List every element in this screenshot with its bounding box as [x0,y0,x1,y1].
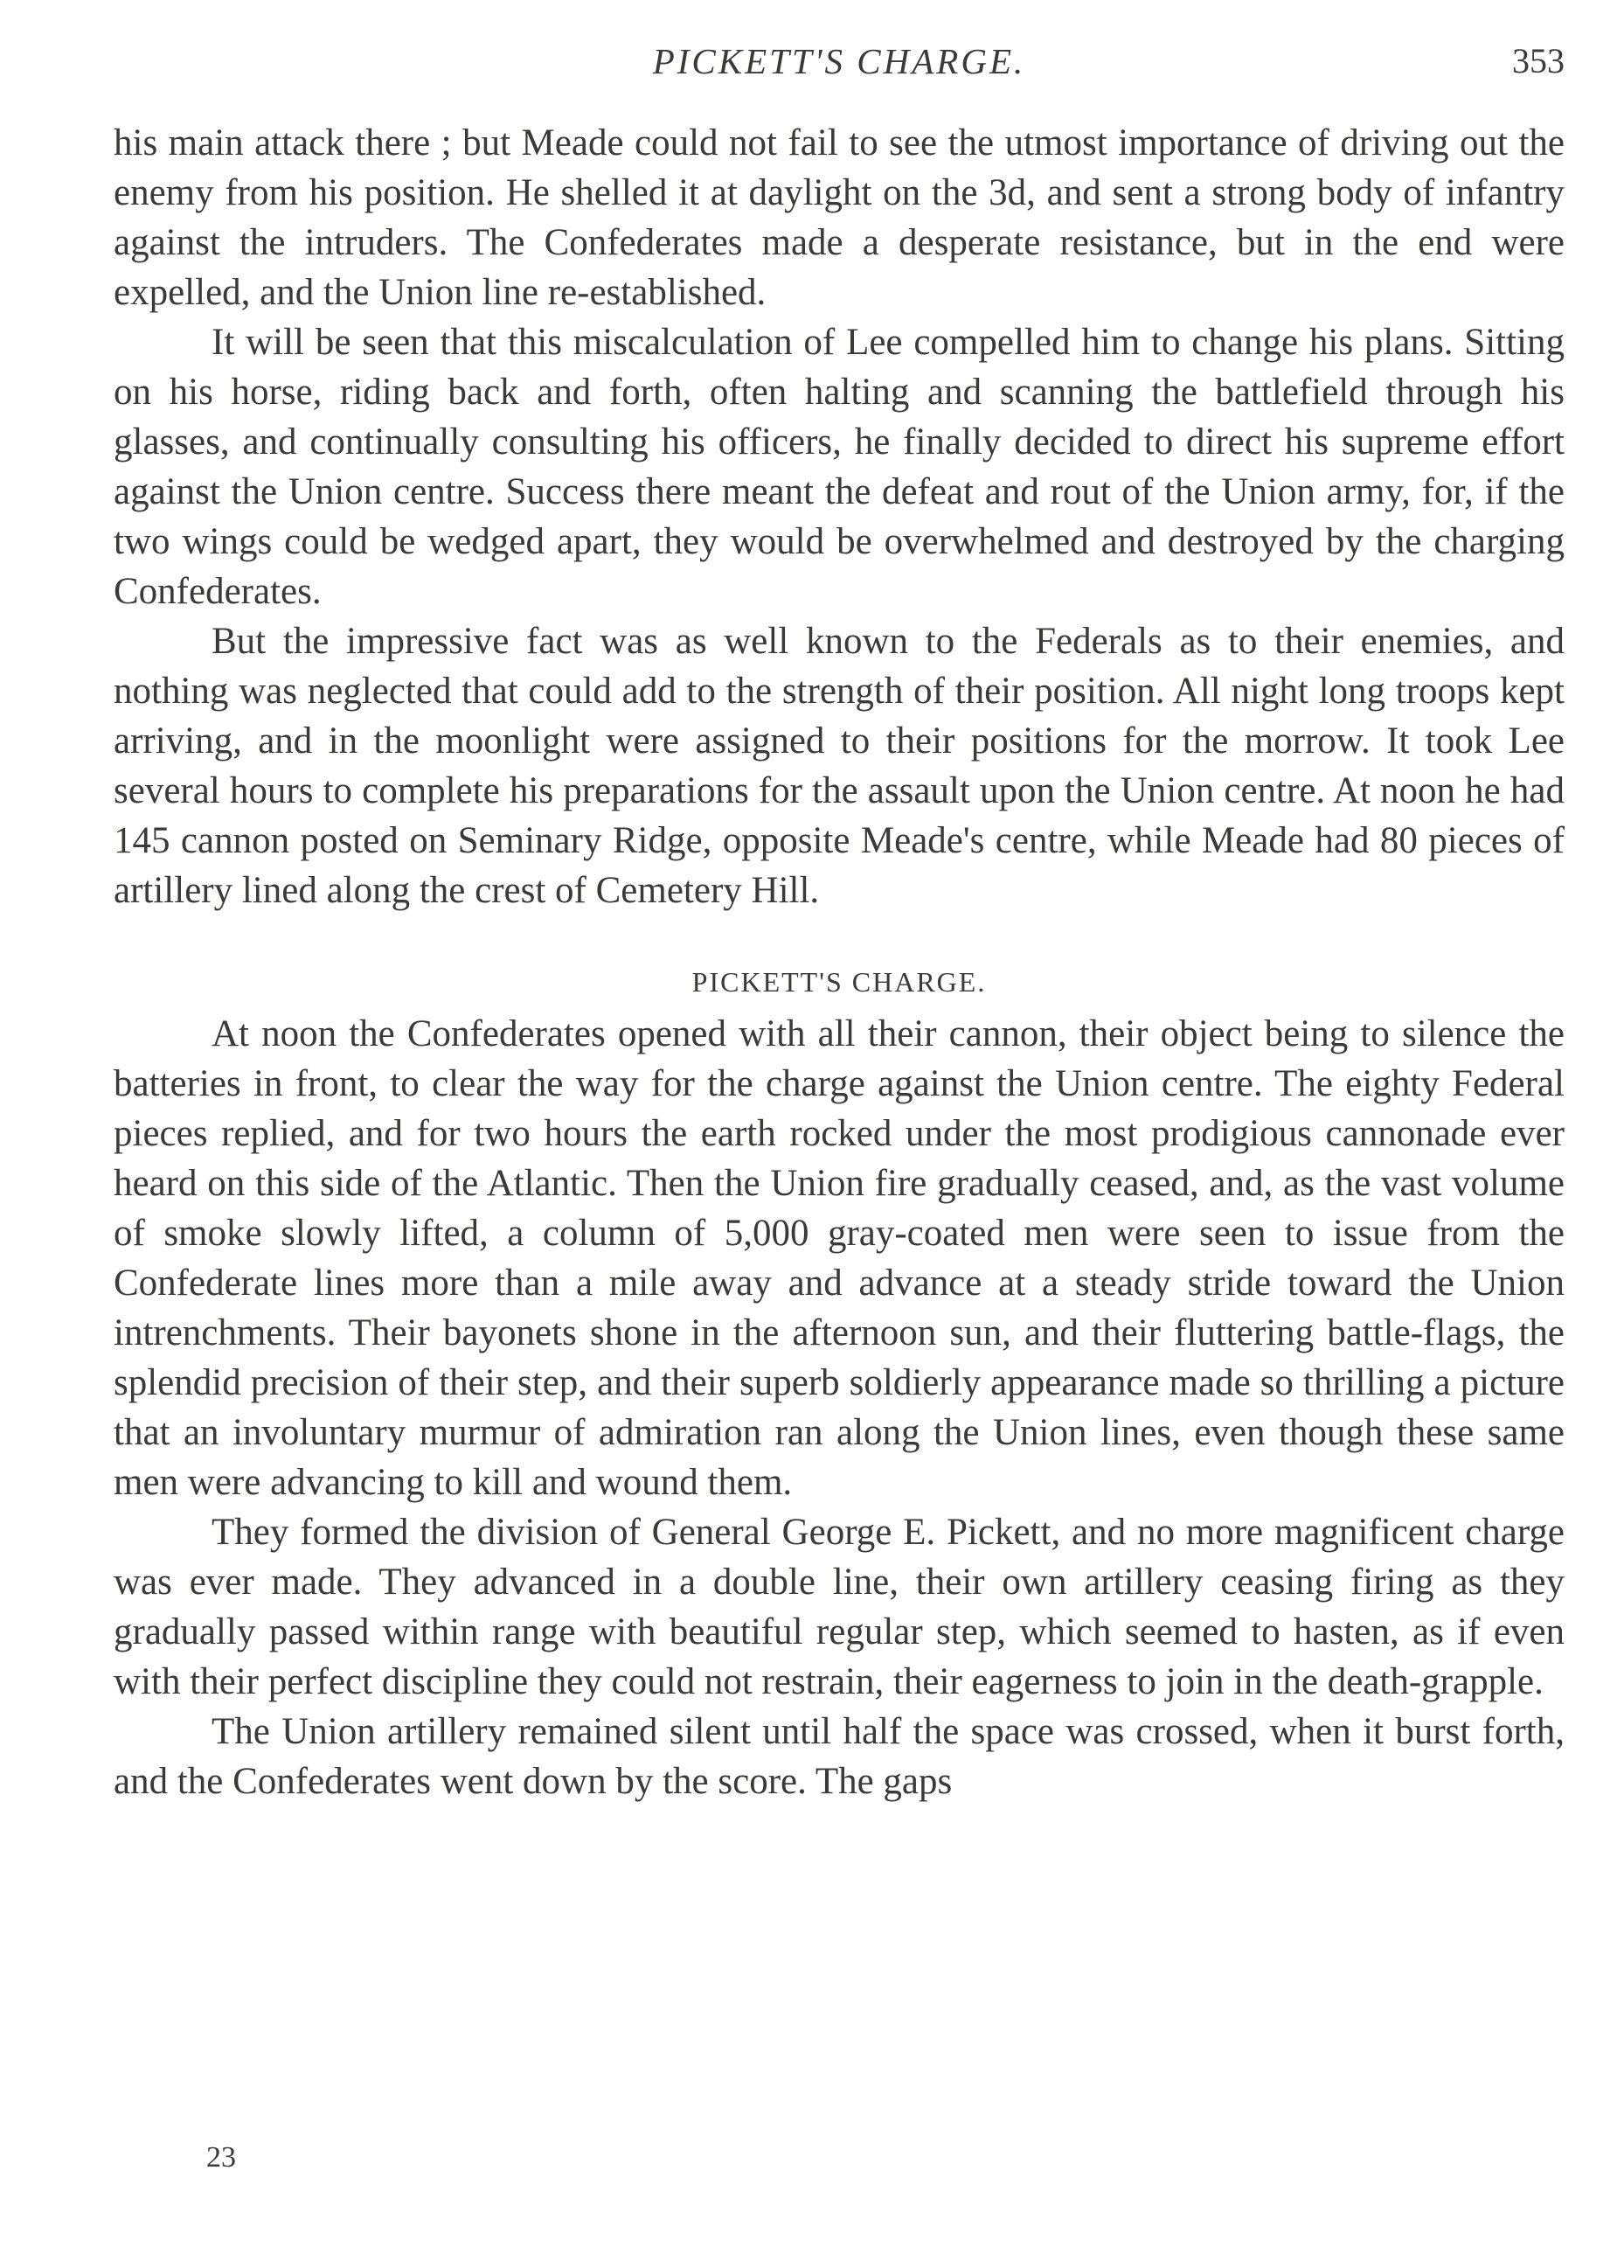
paragraph-continues: The Union artillery remained silent until half the space was crossed, when it burst forth, and the Confederates went down by the score. The gaps [114,1711,1565,1802]
signature-mark: 23 [206,2141,236,2174]
paragraph: At noon the Confederates opened with all their cannon, their object being to silence the batteries in front, to clear the way for the charge against the Union centre. The eighty Federal pieces replied, and for two hours the earth rocked under the most prodigious cannonade ever heard on this side of the Atlantic. Then the Union fire gradually ceased, and, as the vast volume of smoke slowly lifted, a column of 5,000 gray-coated men were seen to issue from the Confederate lines more than a mile away and advance at a steady stride toward the Union intrenchments. Their bayonets shone in the afternoon sun, and their fluttering battle-flags, the splendid precision of their step, and their superb soldierly appearance made so thrilling a picture that an involuntary murmur of admiration ran along the Union lines, even though these same men were advancing to kill and wound them. [114,1013,1565,1503]
running-title: PICKETT'S CHARGE. [652,41,1026,81]
section-heading: PICKETT'S CHARGE. [691,966,987,998]
page-number: 353 [1512,41,1565,80]
running-head [114,35,1565,87]
paragraph: But the impressive fact was as well known to the Federals as to their enemies, and nothing was neglected that could add to the strength of their position. All night long troops kept arriving, and in the moonlight were assigned to their positions for the morrow. It took Lee several hours to complete his preparations for the assault upon the Union centre. At noon he had 145 cannon posted on Seminary Ridge, opposite Meade's centre, while Meade had 80 pieces of artillery lined along the crest of Cemetery Hill. [114,621,1565,911]
paragraph-continued: his main attack there ; but Meade could not fail to see the utmost importance of driving out the enemy from his position. He shelled it at daylight on the 3d, and sent a strong body of infantry against the intruders. The Confederates made a desperate resistance, but in the end were expelled, and the Union line re-established. [114,122,1565,313]
body-text [114,118,1565,1806]
paragraph: It will be seen that this miscalculation of Lee compelled him to change his plans. Sitting on his horse, riding back and forth, often halting and scanning the battlefield through his glasses, and continually consulting his officers, he finally decided to direct his supreme effort against the Union centre. Success there meant the defeat and rout of the Union army, for, if the two wings could be wedged apart, they would be overwhelmed and destroyed by the charging Confederates. [114,322,1565,612]
paragraph: They formed the division of General George E. Pickett, and no more magnificent charge was ever made. They advanced in a double line, their own artillery ceasing firing as they gradually passed within range with beautiful regular step, which seemed to hasten, as if even with their perfect discipline they could not restrain, their eagerness to join in the death-grapple. [114,1512,1565,1702]
